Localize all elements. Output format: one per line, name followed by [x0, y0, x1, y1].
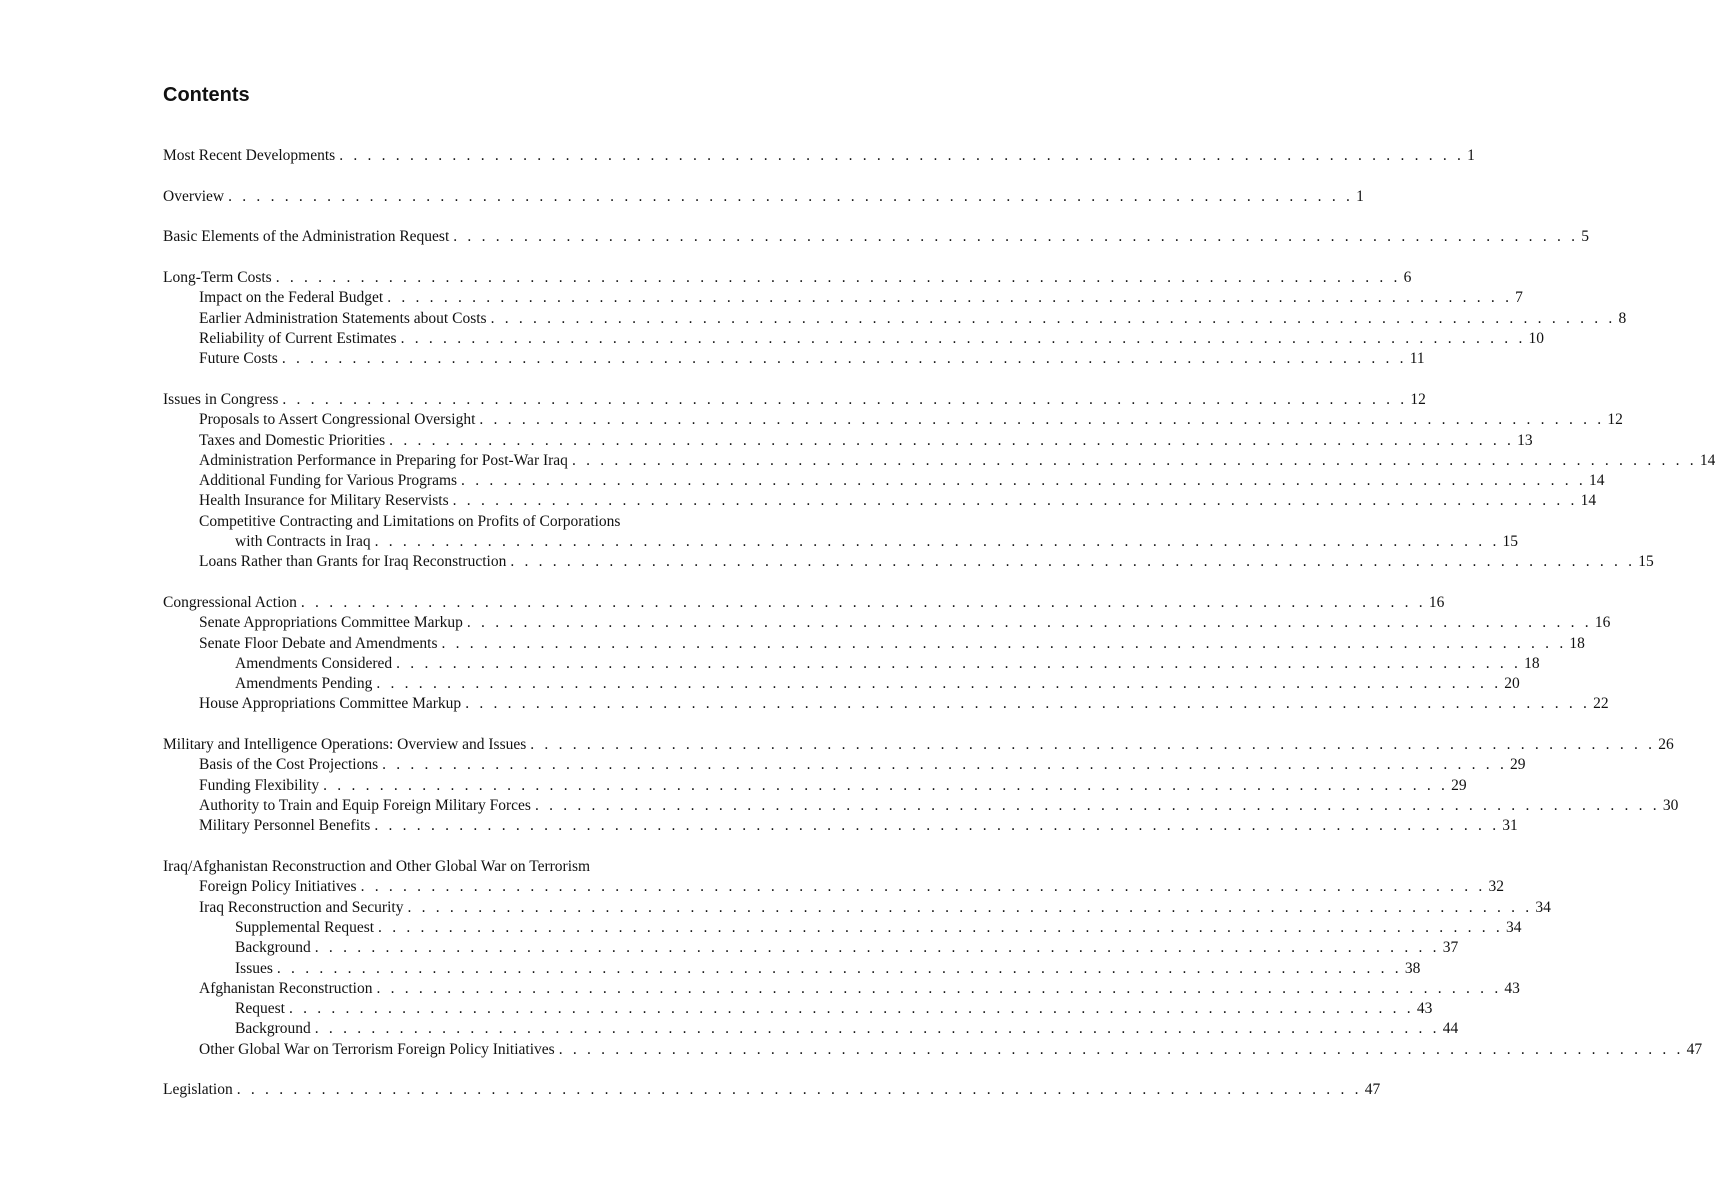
toc-entry[interactable] [163, 329, 1545, 349]
toc-leader-dots: . . . . . . . . . . . . . . . . . . . . . . . . . . . . . . . . . . . . . . . . . . . . . . . . . . . . . . . . . . . . . . . . . . . . . . . . . . . . . . . . [382, 756, 1508, 774]
toc-entry-title: Funding Flexibility [199, 776, 320, 794]
toc-entry-title: Administration Performance in Preparing for Post-War Iraq [199, 451, 568, 469]
toc-entry-title: Congressional Action [163, 594, 297, 611]
toc-page-number: 37 [1442, 939, 1459, 957]
toc-entry[interactable] [163, 552, 1654, 572]
toc-entry[interactable] [163, 654, 1540, 674]
toc-entry-title: Legislation [163, 1081, 233, 1099]
toc-leader-dots: . . . . . . . . . . . . . . . . . . . . . . . . . . . . . . . . . . . . . . . . . . . . . . . . . . . . . . . . . . . . . . . . . . . . . . . . . . . . . . . . [339, 147, 1465, 164]
toc-page-number: 43 [1416, 1000, 1433, 1018]
toc-entry-title: Basis of the Cost Projections [199, 756, 379, 774]
toc-entry-title: Long-Term Costs [163, 269, 272, 287]
toc-entry-title: Foreign Policy Initiatives [199, 878, 357, 896]
toc-page-number: 7 [1515, 289, 1523, 307]
toc-entry[interactable] [163, 816, 1518, 836]
toc-leader-dots: . . . . . . . . . . . . . . . . . . . . . . . . . . . . . . . . . . . . . . . . . . . . . . . . . . . . . . . . . . . . . . . . . . . . . . . . . . . . . . . . [228, 187, 1354, 205]
toc-entry[interactable] [163, 1080, 1381, 1100]
toc-entry-title: Afghanistan Reconstruction [199, 979, 373, 997]
toc-leader-dots: . . . . . . . . . . . . . . . . . . . . . . . . . . . . . . . . . . . . . . . . . . . . . . . . . . . . . . . . . . . . . . . . . . . . . . . . . . . . . . . . [323, 776, 1449, 794]
toc-section [163, 1080, 1381, 1100]
toc-entry[interactable] [163, 1019, 1459, 1039]
toc-page-number: 34 [1535, 898, 1551, 916]
toc-leader-dots: . . . . . . . . . . . . . . . . . . . . . . . . . . . . . . . . . . . . . . . . . . . . . . . . . . . . . . . . . . . . . . . . . . . . . . . . . . . . . . . . [400, 329, 1526, 347]
toc-page-number: 11 [1409, 350, 1425, 368]
toc-leader-dots: . . . . . . . . . . . . . . . . . . . . . . . . . . . . . . . . . . . . . . . . . . . . . . . . . . . . . . . . . . . . . . . . . . . . . . . . . . . . . . . . [466, 614, 1592, 632]
toc-page-number: 30 [1662, 797, 1679, 815]
toc-page-number: 32 [1488, 878, 1505, 896]
toc-entry[interactable] [163, 491, 1597, 511]
toc-page-number: 10 [1528, 329, 1545, 347]
toc-entry-title: Iraq Reconstruction and Security [199, 898, 404, 916]
toc-leader-dots: . . . . . . . . . . . . . . . . . . . . . . . . . . . . . . . . . . . . . . . . . . . . . . . . . . . . . . . . . . . . . . . . . . . . . . . . . . . . . . . . [396, 654, 1522, 672]
toc-page-number: 1 [1467, 147, 1475, 164]
toc-entry[interactable] [163, 593, 1445, 613]
toc-page-number: 18 [1524, 654, 1540, 672]
toc-page-number: 1 [1356, 187, 1364, 205]
toc-leader-dots: . . . . . . . . . . . . . . . . . . . . . . . . . . . . . . . . . . . . . . . . . . . . . . . . . . . . . . . . . . . . . . . . . . . . . . . . . . . . . . . . [534, 797, 1660, 815]
toc-leader-dots: . . . . . . . . . . . . . . . . . . . . . . . . . . . . . . . . . . . . . . . . . . . . . . . . . . . . . . . . . . . . . . . . . . . . . . . . . . . . . . . . [558, 1040, 1684, 1058]
toc-page-number: 38 [1404, 959, 1421, 977]
toc-entry-title: Senate Floor Debate and Amendments [199, 634, 438, 652]
toc-leader-dots: . . . . . . . . . . . . . . . . . . . . . . . . . . . . . . . . . . . . . . . . . . . . . . . . . . . . . . . . . . . . . . . . . . . . . . . . . . . . . . . . [376, 979, 1502, 997]
toc-leader-dots: . . . . . . . . . . . . . . . . . . . . . . . . . . . . . . . . . . . . . . . . . . . . . . . . . . . . . . . . . . . . . . . . . . . . . . . . . . . . . . . . [407, 898, 1533, 916]
toc-entry[interactable] [163, 634, 1585, 654]
toc-page-number: 6 [1403, 269, 1412, 287]
toc-entry[interactable] [163, 938, 1459, 958]
toc-page-number: 14 [1580, 492, 1597, 510]
toc-entry-title: Impact on the Federal Budget [199, 289, 384, 307]
toc-page-number: 14 [1588, 472, 1605, 490]
toc-entry-title: Request [235, 1000, 285, 1018]
toc-entry-title: Supplemental Request [235, 918, 375, 936]
toc-entry[interactable] [163, 694, 1609, 714]
toc-page-number: 15 [1502, 533, 1519, 551]
toc-page-number: 14 [1699, 451, 1715, 469]
toc-entry[interactable] [163, 877, 1505, 897]
toc-leader-dots: . . . . . . . . . . . . . . . . . . . . . . . . . . . . . . . . . . . . . . . . . . . . . . . . . . . . . . . . . . . . . . . . . . . . . . . . . . . . . . . . [314, 939, 1440, 957]
toc-leader-dots: . . . . . . . . . . . . . . . . . . . . . . . . . . . . . . . . . . . . . . . . . . . . . . . . . . . . . . . . . . . . . . . . . . . . . . . . . . . . . . . . [314, 1020, 1440, 1038]
toc-entry-title: Future Costs [199, 350, 278, 368]
toc-page-number: 16 [1594, 614, 1611, 632]
toc-entry-title: House Appropriations Committee Markup [199, 695, 462, 713]
toc-entry-title: Taxes and Domestic Priorities [199, 431, 386, 449]
toc-entry[interactable] [163, 390, 1426, 410]
toc-leader-dots: . . . . . . . . . . . . . . . . . . . . . . . . . . . . . . . . . . . . . . . . . . . . . . . . . . . . . . . . . . . . . . . . . . . . . . . . . . . . . . . . [510, 553, 1636, 571]
toc-entry[interactable] [163, 613, 1611, 633]
toc-leader-dots: . . . . . . . . . . . . . . . . . . . . . . . . . . . . . . . . . . . . . . . . . . . . . . . . . . . . . . . . . . . . . . . . . . . . . . . . . . . . . . . . [360, 878, 1486, 896]
toc-page-number: 5 [1581, 228, 1589, 246]
toc-entry[interactable] [163, 1040, 1703, 1060]
toc-leader-dots: . . . . . . . . . . . . . . . . . . . . . . . . . . . . . . . . . . . . . . . . . . . . . . . . . . . . . . . . . . . . . . . . . . . . . . . . . . . . . . . . [276, 959, 1402, 977]
toc-leader-dots: . . . . . . . . . . . . . . . . . . . . . . . . . . . . . . . . . . . . . . . . . . . . . . . . . . . . . . . . . . . . . . . . . . . . . . . . . . . . . . . . [378, 918, 1503, 936]
toc-entry[interactable] [163, 674, 1520, 694]
toc-leader-dots: . . . . . . . . . . . . . . . . . . . . . . . . . . . . . . . . . . . . . . . . . . . . . . . . . . . . . . . . . . . . . . . . . . . . . . . . . . . . . . . . [479, 411, 1605, 429]
toc-page-number: 15 [1638, 553, 1654, 571]
toc-leader-dots: . . . . . . . . . . . . . . . . . . . . . . . . . . . . . . . . . . . . . . . . . . . . . . . . . . . . . . . . . . . . . . . . . . . . . . . . . . . . . . . . [300, 594, 1426, 611]
toc-leader-dots: . . . . . . . . . . . . . . . . . . . . . . . . . . . . . . . . . . . . . . . . . . . . . . . . . . . . . . . . . . . . . . . . . . . . . . . . . . . . . . . . [389, 431, 1515, 449]
toc-leader-dots: . . . . . . . . . . . . . . . . . . . . . . . . . . . . . . . . . . . . . . . . . . . . . . . . . . . . . . . . . . . . . . . . . . . . . . . . . . . . . . . . [465, 695, 1591, 713]
toc-entry-title: Competitive Contracting and Limitations on Profits of Corporations [199, 512, 621, 530]
toc-section [163, 227, 1589, 247]
toc-entry-title: with Contracts in Iraq [235, 533, 371, 551]
toc-entry-title: Iraq/Afghanistan Reconstruction and Other Global War on Terrorism [163, 858, 591, 876]
toc-entry-title: Background [235, 939, 311, 957]
toc-entry-title: Reliability of Current Estimates [199, 329, 397, 347]
toc-entry-title: Additional Funding for Various Programs [199, 472, 458, 490]
toc-entry-title: Proposals to Assert Congressional Oversight [199, 411, 476, 429]
toc-section [163, 187, 1364, 207]
page-title: Contents [163, 84, 250, 106]
toc-page-number: 20 [1504, 675, 1520, 693]
toc-page-number: 47 [1364, 1081, 1381, 1099]
toc-entry[interactable] [163, 735, 1674, 755]
toc-entry-title: Earlier Administration Statements about Costs [199, 309, 487, 327]
toc-entry[interactable] [163, 146, 1475, 166]
toc-entry[interactable] [163, 512, 758, 532]
toc-leader-dots: . . . . . . . . . . . . . . . . . . . . . . . . . . . . . . . . . . . . . . . . . . . . . . . . . . . . . . . . . . . . . . . . . . . . . . . . . . . . . . . . [282, 390, 1408, 408]
toc-entry-title: Amendments Considered [235, 654, 393, 672]
toc-leader-dots: . . . . . . . . . . . . . . . . . . . . . . . . . . . . . . . . . . . . . . . . . . . . . . . . . . . . . . . . . . . . . . . . . . . . . . . . . . . . . . . . [374, 533, 1500, 551]
toc-entry-title: Most Recent Developments [163, 147, 336, 164]
toc-page-number: 34 [1505, 918, 1522, 936]
toc-entry[interactable] [163, 532, 1519, 552]
toc-leader-dots: . . . . . . . . . . . . . . . . . . . . . . . . . . . . . . . . . . . . . . . . . . . . . . . . . . . . . . . . . . . . . . . . . . . . . . . . . . . . . . . . [281, 350, 1407, 368]
toc-entry[interactable] [163, 857, 758, 877]
toc-entry-title: Authority to Train and Equip Foreign Military Forces [199, 797, 531, 815]
toc-page-number: 31 [1502, 817, 1518, 835]
toc-entry-title: Loans Rather than Grants for Iraq Reconstruction [199, 553, 507, 571]
toc-leader-dots: . . . . . . . . . . . . . . . . . . . . . . . . . . . . . . . . . . . . . . . . . . . . . . . . . . . . . . . . . . . . . . . . . . . . . . . . . . . . . . . . [441, 634, 1567, 652]
toc-leader-dots: . . . . . . . . . . . . . . . . . . . . . . . . . . . . . . . . . . . . . . . . . . . . . . . . . . . . . . . . . . . . . . . . . . . . . . . . . . . . . . . . [530, 736, 1656, 754]
toc-leader-dots: . . . . . . . . . . . . . . . . . . . . . . . . . . . . . . . . . . . . . . . . . . . . . . . . . . . . . . . . . . . . . . . . . . . . . . . . . . . . . . . . [461, 472, 1586, 490]
toc-entry[interactable] [163, 288, 1523, 308]
toc-leader-dots: . . . . . . . . . . . . . . . . . . . . . . . . . . . . . . . . . . . . . . . . . . . . . . . . . . . . . . . . . . . . . . . . . . . . . . . . . . . . . . . . [288, 1000, 1414, 1018]
toc-entry-title: Military Personnel Benefits [199, 817, 371, 835]
toc-leader-dots: . . . . . . . . . . . . . . . . . . . . . . . . . . . . . . . . . . . . . . . . . . . . . . . . . . . . . . . . . . . . . . . . . . . . . . . . . . . . . . . . [275, 269, 1401, 287]
toc-leader-dots: . . . . . . . . . . . . . . . . . . . . . . . . . . . . . . . . . . . . . . . . . . . . . . . . . . . . . . . . . . . . . . . . . . . . . . . . . . . . . . . . [376, 675, 1502, 693]
toc-page-number: 29 [1510, 756, 1526, 774]
toc-leader-dots: . . . . . . . . . . . . . . . . . . . . . . . . . . . . . . . . . . . . . . . . . . . . . . . . . . . . . . . . . . . . . . . . . . . . . . . . . . . . . . . . [490, 309, 1616, 327]
toc-entry[interactable] [163, 796, 1679, 816]
toc-page-number: 13 [1517, 431, 1533, 449]
toc-page-number: 12 [1410, 390, 1426, 408]
toc-section [163, 268, 1627, 369]
toc-entry[interactable] [163, 309, 1627, 329]
toc-leader-dots: . . . . . . . . . . . . . . . . . . . . . . . . . . . . . . . . . . . . . . . . . . . . . . . . . . . . . . . . . . . . . . . . . . . . . . . . . . . . . . . . [387, 289, 1513, 307]
toc-entry[interactable] [163, 227, 1589, 247]
toc-entry-title: Issues [235, 959, 273, 977]
toc-entry-title: Issues in Congress [163, 390, 279, 408]
toc-section [163, 593, 1611, 715]
toc-entry[interactable] [163, 898, 1551, 918]
toc-entry-title: Senate Appropriations Committee Markup [199, 614, 463, 632]
toc-entry-title: Other Global War on Terrorism Foreign Policy Initiatives [199, 1040, 555, 1058]
toc-entry[interactable] [163, 776, 1467, 796]
toc-page-number: 26 [1658, 736, 1674, 754]
toc-entry[interactable] [163, 959, 1421, 979]
toc-page-number: 12 [1607, 411, 1623, 429]
toc-section [163, 735, 1679, 836]
toc-leader-dots: . . . . . . . . . . . . . . . . . . . . . . . . . . . . . . . . . . . . . . . . . . . . . . . . . . . . . . . . . . . . . . . . . . . . . . . . . . . . . . . . [571, 451, 1697, 469]
toc-leader-dots: . . . . . . . . . . . . . . . . . . . . . . . . . . . . . . . . . . . . . . . . . . . . . . . . . . . . . . . . . . . . . . . . . . . . . . . . . . . . . . . . [236, 1081, 1362, 1099]
toc-section [163, 146, 1475, 166]
toc-entry[interactable] [163, 187, 1364, 207]
toc-page-number: 8 [1618, 309, 1627, 327]
toc-leader-dots: . . . . . . . . . . . . . . . . . . . . . . . . . . . . . . . . . . . . . . . . . . . . . . . . . . . . . . . . . . . . . . . . . . . . . . . . . . . . . . . . [374, 817, 1500, 835]
toc-leader-dots: . . . . . . . . . . . . . . . . . . . . . . . . . . . . . . . . . . . . . . . . . . . . . . . . . . . . . . . . . . . . . . . . . . . . . . . . . . . . . . . . [452, 492, 1578, 510]
toc-page-number: 16 [1428, 594, 1445, 611]
toc-section [163, 857, 1703, 1060]
toc-entry[interactable] [163, 979, 1520, 999]
toc-entry-title: Amendments Pending [235, 675, 373, 693]
toc-entry[interactable] [163, 431, 1533, 451]
toc-entry[interactable] [163, 410, 1623, 430]
toc-entry[interactable] [163, 451, 1715, 471]
table-of-contents [163, 146, 1715, 1121]
toc-leader-dots: . . . . . . . . . . . . . . . . . . . . . . . . . . . . . . . . . . . . . . . . . . . . . . . . . . . . . . . . . . . . . . . . . . . . . . . . . . . . . . . . [453, 228, 1579, 246]
toc-entry[interactable] [163, 755, 1526, 775]
toc-page-number: 18 [1569, 634, 1585, 652]
toc-page-number: 47 [1686, 1040, 1703, 1058]
toc-entry[interactable] [163, 918, 1522, 938]
toc-entry-title: Military and Intelligence Operations: Overview and Issues [163, 736, 527, 754]
toc-page-number: 44 [1442, 1020, 1459, 1038]
toc-page-number: 43 [1504, 979, 1520, 997]
toc-entry[interactable] [163, 268, 1412, 288]
toc-page-number: 29 [1451, 776, 1467, 794]
toc-page-number: 22 [1593, 695, 1609, 713]
toc-entry-title: Overview [163, 187, 225, 205]
toc-section [163, 390, 1715, 573]
toc-entry[interactable] [163, 471, 1605, 491]
toc-entry[interactable] [163, 999, 1433, 1019]
toc-entry[interactable] [163, 349, 1425, 369]
toc-entry-title: Basic Elements of the Administration Request [163, 228, 450, 246]
toc-entry-title: Health Insurance for Military Reservists [199, 492, 449, 510]
toc-entry-title: Background [235, 1020, 311, 1038]
